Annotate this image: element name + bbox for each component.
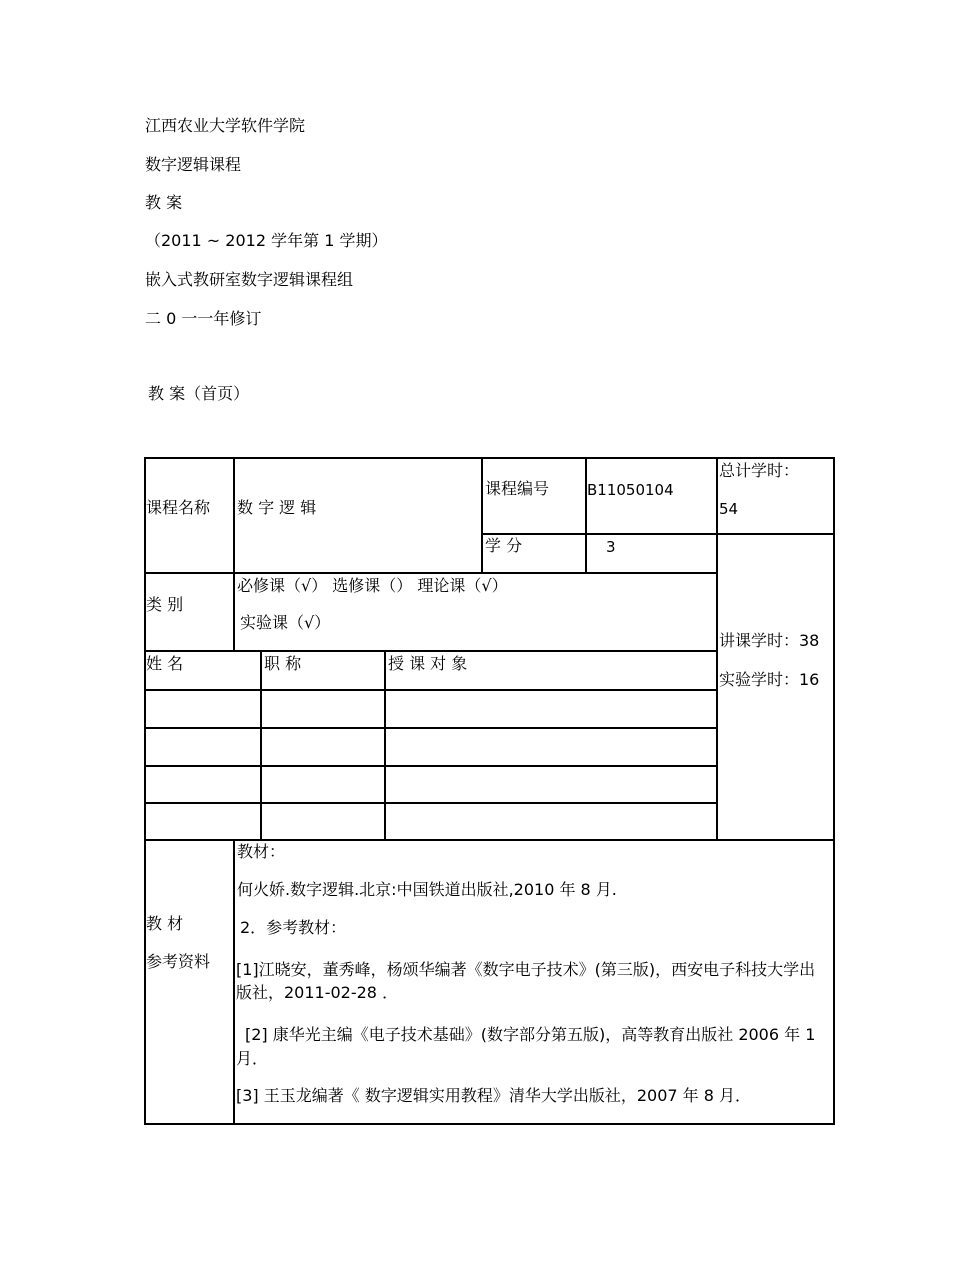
course-name-label: 课程名称 — [146, 498, 211, 517]
total-hours-value: 54 — [719, 500, 739, 518]
department: 嵌入式教研室数字逻辑课程组 — [145, 270, 354, 289]
page-subtitle: 教 案（首页） — [148, 384, 250, 403]
lab-hours: 实验学时：16 — [719, 670, 820, 689]
materials-item: [3] 王玉龙编著《 数字逻辑实用教程》清华大学出版社，2007 年 8 月． — [236, 1086, 751, 1105]
lecture-hours: 讲课学时：38 — [719, 631, 820, 650]
materials-item: [1]江晓安，董秀峰，杨颂华编著《数字电子技术》(第三版)，西安电子科技大学出版社，2011-02-28 ． — [236, 960, 816, 1002]
materials-item: 2．参考教材： — [240, 918, 347, 937]
semester: （2011 ~ 2012 学年第 1 学期） — [145, 231, 388, 250]
category-label: 类 别 — [146, 595, 184, 614]
course-code-label: 课程编号 — [485, 479, 550, 498]
audience-header: 授 课 对 象 — [388, 654, 468, 673]
materials-label: 教 材 — [146, 914, 184, 933]
course-name-value: 数 字 逻 辑 — [237, 498, 317, 517]
credit-value: 3 — [606, 538, 616, 556]
materials-item: 何火娇.数字逻辑.北京:中国铁道出版社,2010 年 8 月. — [237, 880, 617, 899]
course-code-value: B11050104 — [587, 481, 674, 499]
course-title: 数字逻辑课程 — [145, 155, 242, 174]
name-header: 姓 名 — [146, 654, 184, 673]
category-line-2: 实验课（√） — [240, 613, 331, 632]
category-line-1: 必修课（√） 选修课（） 理论课（√） — [237, 576, 508, 595]
materials-item: 教材： — [237, 842, 286, 861]
document-type: 教 案 — [145, 193, 183, 212]
revision-year: 二 0 一一年修订 — [145, 309, 262, 328]
total-hours-label: 总计学时： — [719, 461, 800, 480]
credit-label: 学 分 — [485, 536, 523, 555]
references-label: 参考资料 — [146, 952, 211, 971]
title-header: 职 称 — [264, 654, 302, 673]
materials-item: [2] 康华光主编《电子技术基础》(数字部分第五版)，高等教育出版社 2006 年 1 月． — [236, 1025, 816, 1068]
school-name: 江西农业大学软件学院 — [145, 116, 306, 135]
